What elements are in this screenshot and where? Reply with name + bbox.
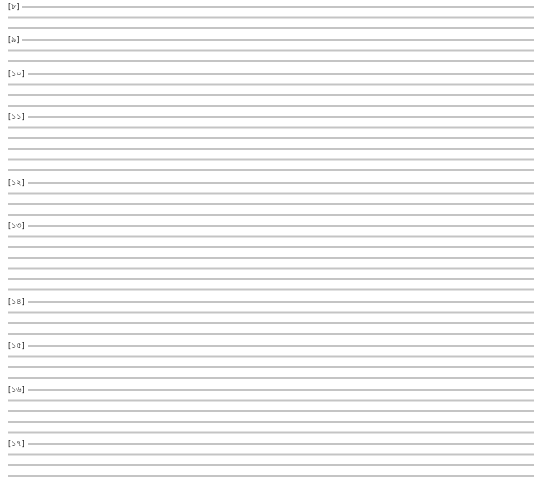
paragraph-13 — [8, 221, 534, 295]
paragraph-number: [১১] — [8, 112, 28, 123]
paragraph-number: [৮] — [8, 2, 22, 13]
paragraph-number: [১৭] — [8, 439, 28, 450]
paragraph-number: [১৩] — [8, 221, 28, 232]
paragraph-number: [৯] — [8, 35, 22, 46]
paragraph-14 — [8, 297, 534, 339]
paragraph-11 — [8, 112, 534, 176]
paragraph-number: [১২] — [8, 178, 28, 189]
paragraph-number: [১৫] — [8, 341, 28, 352]
paragraph-number: [১৬] — [8, 385, 28, 396]
paragraph-16 — [8, 385, 534, 438]
paragraph-8 — [8, 2, 534, 34]
paragraph-10 — [8, 69, 534, 111]
paragraph-17 — [8, 439, 534, 481]
paragraph-number: [১৪] — [8, 297, 28, 308]
paragraph-12 — [8, 178, 534, 220]
paragraph-number: [১০] — [8, 69, 28, 80]
paragraph-15 — [8, 341, 534, 383]
paragraph-9 — [8, 35, 534, 67]
